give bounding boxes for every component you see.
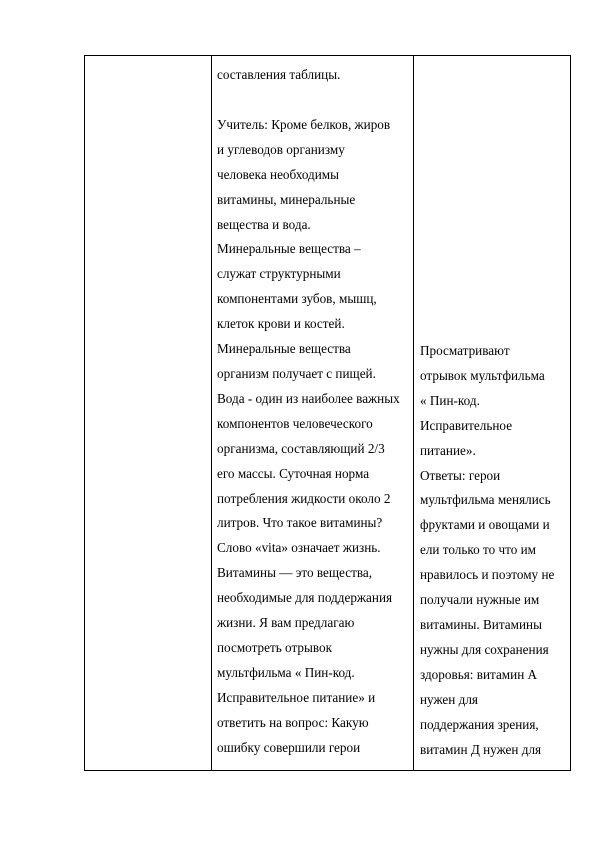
- student-text-line: Исправительное: [420, 417, 513, 433]
- student-text-line: витамины. Витамины: [420, 616, 542, 632]
- teacher-text-line: компонентов человеческого: [217, 415, 373, 431]
- teacher-text-line: человека необходимы: [217, 166, 340, 182]
- teacher-text-line: Минеральные вещества: [217, 341, 351, 357]
- student-text-line: отрывок мультфильма: [420, 367, 545, 383]
- teacher-text-line: ошибку совершили герои: [217, 739, 361, 755]
- student-text-line: получали нужные им: [420, 592, 540, 608]
- teacher-text-line: [217, 88, 411, 113]
- student-text-line: питание».: [420, 442, 476, 458]
- teacher-text-line: потребления жидкости около 2: [217, 490, 391, 506]
- teacher-text-line: Вода - один из наиболее важных: [217, 390, 400, 406]
- student-text-line: витамин Д нужен для: [420, 741, 542, 757]
- teacher-text-line: литров. Что такое витамины?: [217, 515, 383, 531]
- empty-stage-cell: [85, 56, 212, 771]
- student-activity-cell: [414, 56, 571, 771]
- teacher-text-line: вещества и вода.: [217, 216, 311, 232]
- teacher-text-line: клеток крови и костей.: [217, 316, 345, 332]
- table-row: [85, 56, 571, 771]
- teacher-text-line: посмотреть отрывок: [217, 639, 332, 655]
- teacher-text-line: Исправительное питание» и: [217, 689, 376, 705]
- student-text-line: Просматривают: [420, 343, 510, 358]
- student-text-line: нужен для: [420, 691, 478, 707]
- teacher-activity-text: [212, 56, 413, 760]
- teacher-text-line: витамины, минеральные: [217, 191, 356, 207]
- teacher-text-line: компонентами зубов, мышц,: [217, 291, 377, 307]
- teacher-text-line: организма, составляющий 2/3: [217, 440, 385, 456]
- teacher-text-line: ответить на вопрос: Какую: [217, 714, 369, 730]
- teacher-text-line: его массы. Суточная норма: [217, 465, 370, 481]
- teacher-text-line: жизни. Я вам предлагаю: [217, 615, 355, 631]
- student-text-line: « Пин-код.: [420, 392, 480, 408]
- student-text-line: мультфильма менялись: [420, 492, 551, 508]
- lesson-table: [84, 55, 571, 771]
- teacher-text-line: составления таблицы.: [217, 67, 341, 82]
- student-text-line: ели только то что им: [420, 542, 537, 558]
- teacher-text-line: организм получает с пищей.: [217, 365, 376, 381]
- student-text-line: нравилось и поэтому не: [420, 567, 555, 583]
- teacher-text-line: мультфильма « Пин-код.: [217, 664, 355, 680]
- teacher-text-line: Слово «vita» означает жизнь.: [217, 540, 381, 556]
- teacher-text-line: необходимые для поддержания: [217, 590, 393, 606]
- teacher-text-line: Витамины — это вещества,: [217, 565, 373, 581]
- teacher-activity-cell: [212, 56, 414, 771]
- teacher-text-line: Минеральные вещества –: [217, 241, 361, 257]
- student-activity-text: [414, 56, 570, 762]
- teacher-text-line: и углеводов организму: [217, 141, 345, 157]
- teacher-text-line: служат структурными: [217, 266, 341, 282]
- student-text-line: поддержания зрения,: [420, 716, 539, 732]
- student-text-line: Ответы: герои: [420, 467, 501, 483]
- student-text-line: нужны для сохранения: [420, 641, 549, 657]
- student-text-line: здоровья: витамин А: [420, 666, 538, 682]
- student-text-line: фруктами и овощами и: [420, 517, 550, 533]
- teacher-text-line: Учитель: Кроме белков, жиров: [217, 116, 391, 132]
